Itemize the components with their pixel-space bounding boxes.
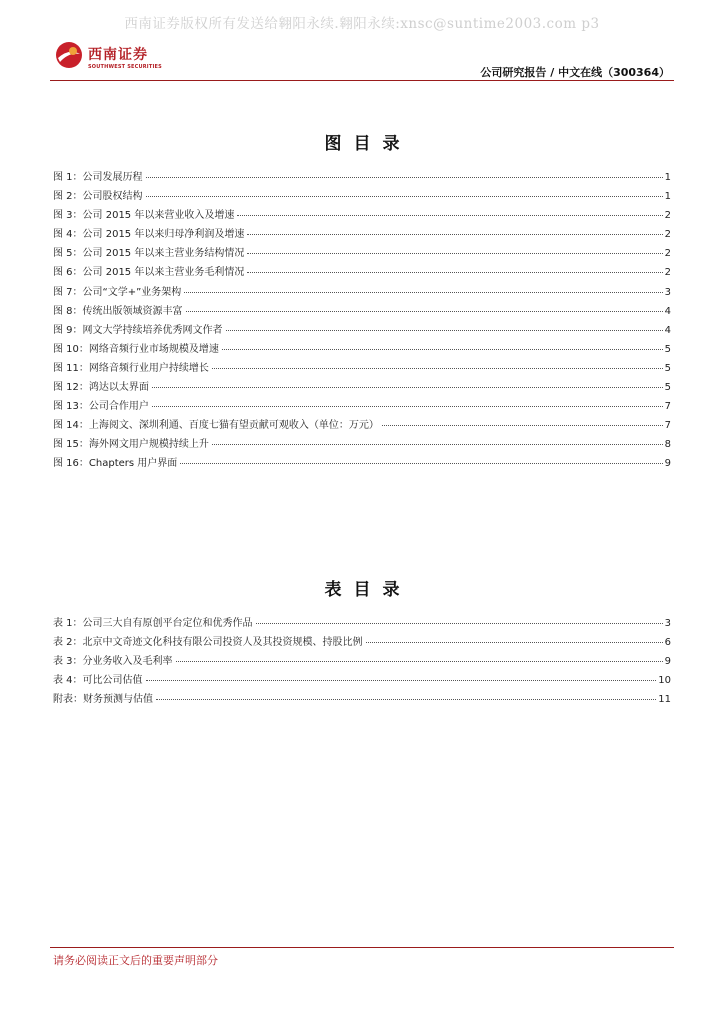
- toc-entry-page: 4: [664, 305, 671, 317]
- header-divider: [50, 80, 674, 81]
- toc-entry-page: 9: [664, 458, 671, 470]
- toc-entry-label: 图 2：公司股权结构: [53, 191, 143, 203]
- toc-entry[interactable]: [53, 690, 671, 709]
- toc-leader-dots: [226, 320, 663, 331]
- toc-leader-dots: [212, 434, 663, 445]
- toc-entry[interactable]: [53, 225, 671, 244]
- toc-entry[interactable]: [53, 397, 671, 416]
- toc-entry[interactable]: [53, 187, 671, 206]
- toc-leader-dots: [152, 377, 663, 388]
- toc-entry[interactable]: [53, 321, 671, 340]
- toc-entry-label: 图 14：上海阅文、深圳利通、百度七猫有望贡献可观收入（单位：万元）: [53, 420, 379, 432]
- toc-entry-label: 图 8：传统出版领域资源丰富: [53, 305, 183, 317]
- toc-entry-label: 图 3：公司 2015 年以来营业收入及增速: [53, 210, 235, 222]
- toc-entry[interactable]: [53, 416, 671, 435]
- toc-entry[interactable]: [53, 671, 671, 690]
- toc-entry-label: 图 9：网文大学持续培养优秀网文作者: [53, 324, 223, 336]
- toc-entry[interactable]: [53, 244, 671, 263]
- toc-entry[interactable]: [53, 283, 671, 302]
- footer-disclaimer: 请务必阅读正文后的重要声明部分: [53, 954, 218, 967]
- toc-entry-label: 表 2：北京中文奇迹文化科技有限公司投资人及其投资规模、持股比例: [53, 637, 363, 649]
- toc-entry[interactable]: [53, 359, 671, 378]
- toc-entry[interactable]: [53, 206, 671, 225]
- toc-entry-label: 图 10：网络音频行业市场规模及增速: [53, 343, 219, 355]
- toc-leader-dots: [212, 358, 663, 369]
- toc-entry-page: 2: [664, 248, 671, 260]
- toc-entry-page: 5: [664, 362, 671, 374]
- toc-entry-label: 图 16：Chapters 用户界面: [53, 458, 178, 470]
- toc-entry-page: 11: [658, 694, 671, 706]
- toc-entry-page: 1: [664, 172, 671, 183]
- toc-entry-label: 图 6：公司 2015 年以来主营业务毛利情况: [53, 267, 245, 279]
- toc-leader-dots: [382, 415, 663, 426]
- toc-leader-dots: [146, 186, 663, 197]
- toc-entry-page: 5: [664, 343, 671, 355]
- footer-divider: [50, 947, 674, 948]
- toc-entry-label: 图 15：海外网文用户规模持续上升: [53, 439, 209, 451]
- toc-entry-page: 6: [664, 637, 671, 649]
- toc-entry-label: 表 4：可比公司估值: [53, 675, 143, 687]
- report-info: 公司研究报告 / 中文在线（300364）: [480, 66, 670, 79]
- toc-entry[interactable]: [53, 614, 671, 633]
- toc-leader-dots: [366, 632, 663, 643]
- toc-entry[interactable]: [53, 633, 671, 652]
- logo-name-en: SOUTHWEST SECURITIES: [88, 64, 162, 70]
- figure-list-title: 图目录: [324, 134, 412, 154]
- toc-entry-label: 图 11：网络音频行业用户持续增长: [53, 362, 209, 374]
- toc-entry-page: 2: [664, 267, 671, 279]
- toc-entry[interactable]: [53, 263, 671, 282]
- toc-entry[interactable]: [53, 454, 671, 473]
- toc-entry[interactable]: [53, 378, 671, 397]
- toc-entry-label: 表 3：分业务收入及毛利率: [53, 656, 173, 668]
- toc-entry-page: 9: [664, 656, 671, 668]
- toc-leader-dots: [247, 262, 662, 273]
- toc-leader-dots: [256, 613, 663, 624]
- toc-leader-dots: [184, 282, 662, 293]
- toc-entry-label: 图 1：公司发展历程: [53, 172, 143, 183]
- toc-entry-page: 10: [658, 675, 671, 687]
- toc-entry[interactable]: [53, 302, 671, 321]
- logo-emblem-icon: [54, 40, 84, 70]
- toc-leader-dots: [222, 339, 663, 350]
- toc-entry-page: 7: [664, 420, 671, 432]
- toc-entry-page: 7: [664, 401, 671, 413]
- toc-entry-label: 附表：财务预测与估值: [53, 694, 153, 706]
- watermark: 西南证券版权所有发送给翱阳永续.翱阳永续:xnsc@suntime2003.com p3: [124, 16, 600, 32]
- toc-leader-dots: [186, 301, 663, 312]
- toc-entry[interactable]: [53, 168, 671, 187]
- toc-leader-dots: [180, 453, 662, 464]
- toc-leader-dots: [152, 396, 663, 407]
- toc-leader-dots: [247, 224, 662, 235]
- logo-name-cn: 西南证券: [88, 47, 148, 63]
- toc-entry[interactable]: [53, 652, 671, 671]
- table-list: [53, 614, 671, 709]
- toc-entry-label: 表 1：公司三大自有原创平台定位和优秀作品: [53, 618, 253, 629]
- toc-entry-label: 图 13：公司合作用户: [53, 401, 149, 413]
- toc-leader-dots: [146, 167, 663, 178]
- toc-entry-page: 8: [664, 439, 671, 451]
- toc-entry-page: 3: [664, 286, 671, 298]
- toc-entry-label: 图 12：鸿达以太界面: [53, 382, 149, 394]
- figure-list: [53, 168, 671, 474]
- toc-entry[interactable]: [53, 435, 671, 454]
- toc-leader-dots: [237, 205, 662, 216]
- toc-entry[interactable]: [53, 340, 671, 359]
- company-logo: [54, 40, 174, 76]
- toc-entry-page: 5: [664, 382, 671, 394]
- toc-entry-label: 图 4：公司 2015 年以来归母净利润及增速: [53, 229, 245, 241]
- toc-entry-page: 3: [664, 618, 671, 629]
- toc-entry-label: 图 7：公司“文学+”业务架构: [53, 286, 182, 298]
- toc-entry-label: 图 5：公司 2015 年以来主营业务结构情况: [53, 248, 245, 260]
- toc-entry-page: 2: [664, 210, 671, 222]
- toc-leader-dots: [176, 651, 663, 662]
- toc-entry-page: 1: [664, 191, 671, 203]
- table-list-title: 表目录: [324, 580, 412, 600]
- toc-leader-dots: [146, 670, 657, 681]
- toc-leader-dots: [247, 243, 662, 254]
- toc-leader-dots: [156, 689, 656, 700]
- toc-entry-page: 2: [664, 229, 671, 241]
- toc-entry-page: 4: [664, 324, 671, 336]
